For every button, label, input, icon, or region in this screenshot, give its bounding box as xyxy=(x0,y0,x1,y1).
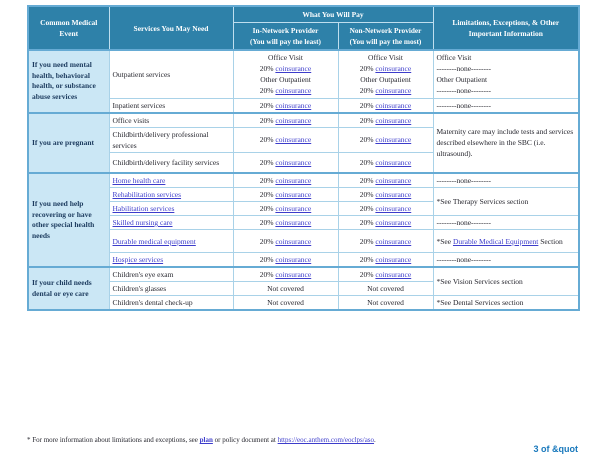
coinsurance-link[interactable]: coinsurance xyxy=(375,204,412,213)
pay-amount: 20% xyxy=(359,115,376,125)
pay-line xyxy=(237,85,335,96)
coinsurance-link[interactable]: coinsurance xyxy=(375,64,412,74)
pay-amount: 20% xyxy=(359,157,376,167)
section-label-child-dental-eye: If your child needs dental or eye care xyxy=(28,267,109,310)
limitation-vision: *See Vision Services section xyxy=(433,267,579,296)
table-row-dme xyxy=(28,230,579,253)
in-network-glasses: Not covered xyxy=(233,282,338,296)
footnote-text: . xyxy=(374,436,376,444)
coinsurance-link[interactable]: coinsurance xyxy=(375,255,412,264)
non-network-office-visits xyxy=(338,113,433,128)
coinsurance-link[interactable]: coinsurance xyxy=(375,218,412,227)
in-network-skilled-nursing xyxy=(233,216,338,230)
limitation-home-health: --------none-------- xyxy=(433,173,579,188)
non-network-label: Non-Network Provider xyxy=(349,26,422,35)
coinsurance-link[interactable]: coinsurance xyxy=(375,115,412,125)
coinsurance-link[interactable]: coinsurance xyxy=(375,100,412,110)
pay-amount: 20% xyxy=(359,190,376,199)
page-number: 3 of &quot xyxy=(533,444,578,454)
limitation-line: Office Visit xyxy=(436,53,472,63)
pay-line: Other Outpatient xyxy=(360,75,411,85)
coinsurance-link[interactable]: coinsurance xyxy=(375,270,412,279)
table-row-home-health xyxy=(28,173,579,188)
coinsurance-link[interactable]: coinsurance xyxy=(275,255,312,264)
habilitation-services-link[interactable]: Habilitation services xyxy=(112,204,175,213)
limitation-text: *See xyxy=(436,236,453,246)
limitation-inpatient: --------none-------- xyxy=(433,98,579,113)
non-network-habilitation xyxy=(338,202,433,216)
pay-line xyxy=(342,85,430,96)
limitation-line: --------none-------- xyxy=(436,86,492,96)
table-row-eye-exam xyxy=(28,267,579,282)
hospice-services-link[interactable]: Hospice services xyxy=(112,255,164,264)
in-network-inpatient xyxy=(233,98,338,113)
coinsurance-link[interactable]: coinsurance xyxy=(375,236,412,246)
coinsurance-link[interactable]: coinsurance xyxy=(375,157,412,167)
header-non-network xyxy=(338,23,433,51)
pay-amount: 20% xyxy=(259,176,276,185)
table-row-dental-checkup xyxy=(28,296,579,311)
non-network-eye-exam xyxy=(338,267,433,282)
limitation-outpatient xyxy=(433,50,579,98)
pay-amount: 20% xyxy=(359,100,376,110)
coinsurance-link[interactable]: coinsurance xyxy=(275,218,312,227)
in-network-dme xyxy=(233,230,338,253)
section-label-special-needs: If you need help recovering or have other special health needs xyxy=(28,173,109,267)
coinsurance-link[interactable]: coinsurance xyxy=(275,86,312,96)
limitation-text: Section xyxy=(538,236,563,246)
non-network-dme xyxy=(338,230,433,253)
pay-amount: 20% xyxy=(359,218,376,227)
rehabilitation-services-link[interactable]: Rehabilitation services xyxy=(112,190,182,199)
pay-line xyxy=(237,63,335,74)
non-network-childbirth-facility xyxy=(338,152,433,173)
non-network-home-health xyxy=(338,173,433,188)
in-network-home-health xyxy=(233,173,338,188)
pay-amount: 20% xyxy=(259,236,276,246)
non-network-glasses: Not covered xyxy=(338,282,433,296)
pay-line xyxy=(342,63,430,74)
service-dme xyxy=(109,230,233,253)
table-row-skilled-nursing xyxy=(28,216,579,230)
table-row-office-visits xyxy=(28,113,579,128)
coinsurance-link[interactable]: coinsurance xyxy=(275,236,312,246)
non-network-skilled-nursing xyxy=(338,216,433,230)
dme-section-link[interactable]: Durable Medical Equipment xyxy=(452,236,539,246)
header-common-medical-event: Common Medical Event xyxy=(28,6,109,50)
limitation-therapy: *See Therapy Services section xyxy=(433,188,579,216)
header-services-you-may-need: Services You May Need xyxy=(109,6,233,50)
coinsurance-link[interactable]: coinsurance xyxy=(375,190,412,199)
pay-amount: 20% xyxy=(359,135,376,144)
service-skilled-nursing xyxy=(109,216,233,230)
plan-link[interactable]: plan xyxy=(199,436,213,444)
limitation-skilled-nursing: --------none-------- xyxy=(433,216,579,230)
limitation-dme xyxy=(433,230,579,253)
in-network-childbirth-facility xyxy=(233,152,338,173)
service-glasses: Children's glasses xyxy=(109,282,233,296)
coinsurance-link[interactable]: coinsurance xyxy=(275,190,312,199)
coinsurance-link[interactable]: coinsurance xyxy=(275,176,312,185)
pay-amount: 20% xyxy=(259,255,276,264)
pay-line: Office Visit xyxy=(368,53,403,63)
coinsurance-link[interactable]: coinsurance xyxy=(275,64,312,74)
table-row-hospice xyxy=(28,253,579,268)
skilled-nursing-care-link[interactable]: Skilled nursing care xyxy=(112,218,173,227)
service-inpatient: Inpatient services xyxy=(109,98,233,113)
pay-amount: 20% xyxy=(359,86,376,96)
coinsurance-link[interactable]: coinsurance xyxy=(375,86,412,96)
non-network-rehabilitation xyxy=(338,188,433,202)
benefits-table xyxy=(27,5,580,311)
limitation-dental: *See Dental Services section xyxy=(433,296,579,311)
pay-line: Other Outpatient xyxy=(260,75,311,85)
pay-amount: 20% xyxy=(359,255,376,264)
section-label-mental-health: If you need mental health, behavioral health, or substance abuse services xyxy=(28,50,109,113)
service-eye-exam: Children's eye exam xyxy=(109,267,233,282)
header-in-network xyxy=(233,23,338,51)
pay-amount: 20% xyxy=(259,190,276,199)
limitation-maternity: Maternity care may include tests and services described elsewhere in the SBC (i.e. ultrasound). xyxy=(433,113,579,174)
in-network-eye-exam xyxy=(233,267,338,282)
policy-url-link[interactable]: https://eoc.anthem.com/eoclps/aso xyxy=(277,436,375,444)
header-what-you-will-pay: What You Will Pay xyxy=(233,6,433,23)
pay-amount: 20% xyxy=(259,135,276,144)
in-network-label: In-Network Provider xyxy=(252,26,319,35)
service-office-visits: Office visits xyxy=(109,113,233,128)
section-label-pregnant: If you are pregnant xyxy=(28,113,109,174)
in-network-rehabilitation xyxy=(233,188,338,202)
pay-amount: 20% xyxy=(259,100,276,110)
pay-amount: 20% xyxy=(259,86,276,96)
coinsurance-link[interactable]: coinsurance xyxy=(275,204,312,213)
non-network-hospice xyxy=(338,253,433,268)
non-network-outpatient xyxy=(338,50,433,98)
pay-amount: 20% xyxy=(259,157,276,167)
header-limitations: Limitations, Exceptions, & Other Important Information xyxy=(433,6,579,50)
footnote-text: * For more information about limitations and exceptions, see xyxy=(27,436,200,444)
coinsurance-link[interactable]: coinsurance xyxy=(375,176,412,185)
coinsurance-link[interactable]: coinsurance xyxy=(275,100,312,110)
coinsurance-link[interactable]: coinsurance xyxy=(275,135,312,144)
coinsurance-link[interactable]: coinsurance xyxy=(275,270,312,279)
limitation-hospice: --------none-------- xyxy=(433,253,579,268)
pay-amount: 20% xyxy=(259,64,276,74)
pay-amount: 20% xyxy=(259,218,276,227)
pay-amount: 20% xyxy=(359,236,376,246)
service-habilitation xyxy=(109,202,233,216)
service-home-health xyxy=(109,173,233,188)
pay-line: Office Visit xyxy=(268,53,303,63)
footnote-text: or policy document at xyxy=(212,436,278,444)
limitation-line: Other Outpatient xyxy=(436,75,488,85)
service-dental-checkup: Children's dental check-up xyxy=(109,296,233,311)
in-network-hospice xyxy=(233,253,338,268)
in-network-dental-checkup: Not covered xyxy=(233,296,338,311)
pay-amount: 20% xyxy=(259,115,276,125)
service-childbirth-professional: Childbirth/delivery professional services xyxy=(109,127,233,152)
pay-amount: 20% xyxy=(259,270,276,279)
in-network-childbirth-professional xyxy=(233,127,338,152)
coinsurance-link[interactable]: coinsurance xyxy=(375,135,412,144)
pay-amount: 20% xyxy=(259,204,276,213)
in-network-office-visits xyxy=(233,113,338,128)
service-rehabilitation xyxy=(109,188,233,202)
in-network-note: (You will pay the least) xyxy=(250,37,321,46)
coinsurance-link[interactable]: coinsurance xyxy=(275,115,312,125)
non-network-inpatient xyxy=(338,98,433,113)
footnote xyxy=(27,436,547,445)
service-outpatient: Outpatient services xyxy=(109,50,233,98)
non-network-childbirth-professional xyxy=(338,127,433,152)
limitation-line: --------none-------- xyxy=(436,64,492,74)
non-network-note: (You will pay the most) xyxy=(349,37,422,46)
in-network-habilitation xyxy=(233,202,338,216)
durable-medical-equipment-link[interactable]: Durable medical equipment xyxy=(112,236,196,246)
table-row-rehabilitation xyxy=(28,188,579,202)
in-network-outpatient xyxy=(233,50,338,98)
pay-amount: 20% xyxy=(359,64,376,74)
table-row-outpatient-services xyxy=(28,50,579,98)
home-health-care-link[interactable]: Home health care xyxy=(112,176,166,185)
pay-amount: 20% xyxy=(359,270,376,279)
non-network-dental-checkup: Not covered xyxy=(338,296,433,311)
service-hospice xyxy=(109,253,233,268)
pay-amount: 20% xyxy=(359,204,376,213)
coinsurance-link[interactable]: coinsurance xyxy=(275,157,312,167)
table-row-inpatient-services xyxy=(28,98,579,113)
pay-amount: 20% xyxy=(359,176,376,185)
service-childbirth-facility: Childbirth/delivery facility services xyxy=(109,152,233,173)
